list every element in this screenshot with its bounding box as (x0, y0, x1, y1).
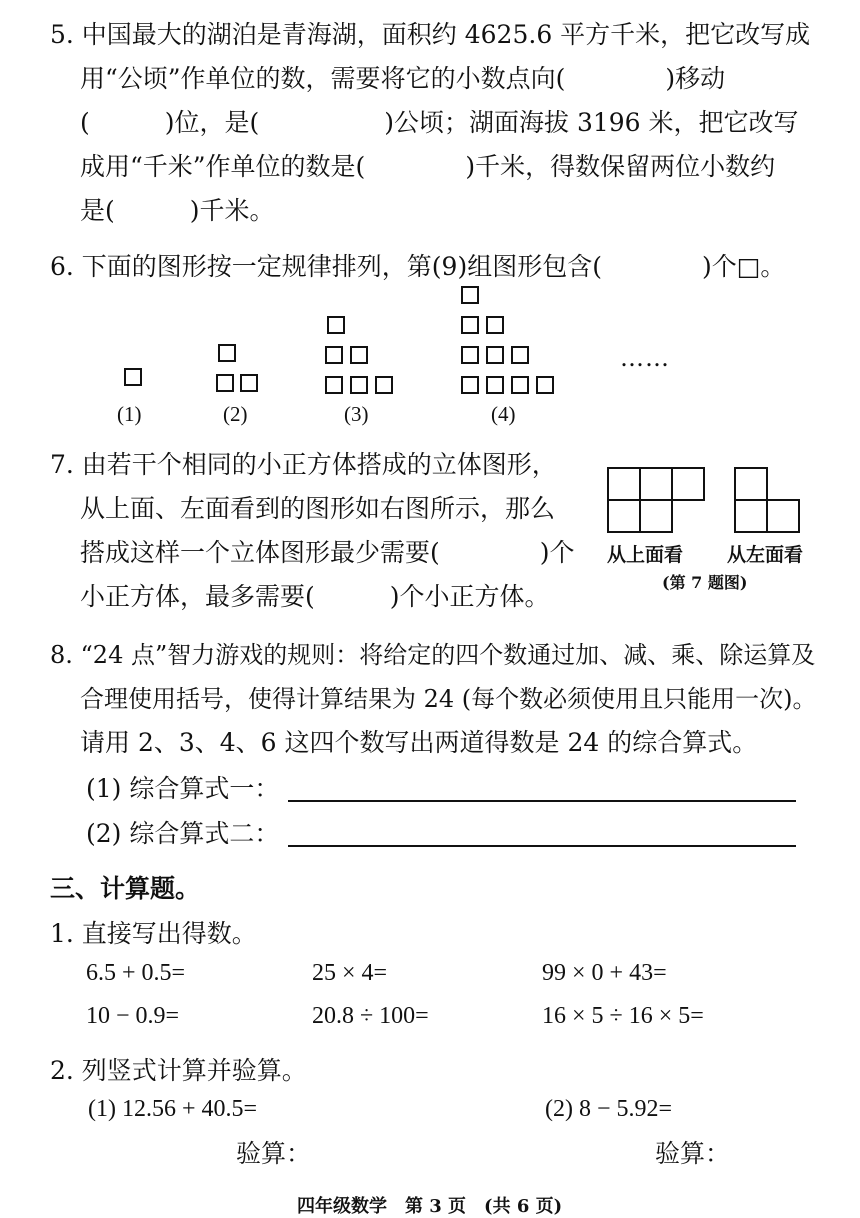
q6-line-1: 6. 下面的图形按一定规律排列，第(9)组图形包含( )个□。 (50, 252, 786, 281)
calc-item-5: 20.8 ÷ 100= (312, 1003, 429, 1029)
check-label-2: 验算： (655, 1139, 731, 1168)
page-footer: 四年级数学 第 3 页 (共 6 页) (297, 1196, 563, 1217)
square-shape (216, 374, 234, 392)
square-shape (486, 316, 504, 334)
square-shape (124, 368, 142, 386)
answer-line-2[interactable] (288, 845, 796, 847)
s3-q1-title: 1. 直接写出得数。 (50, 919, 257, 948)
q5-line-3: ( )位，是( )公顷；湖面海拔 3196 米，把它改写 (80, 108, 799, 137)
square-shape (486, 346, 504, 364)
figure-caption: (第 7 题图) (662, 573, 748, 592)
group-label-3: (3) (344, 402, 369, 426)
left-view-label: 从左面看 (727, 544, 804, 566)
square-shape (461, 316, 479, 334)
q7-line-1: 7. 由若干个相同的小正方体搭成的立体图形， (50, 450, 557, 479)
square-shape (240, 374, 258, 392)
section-3-title: 三、计算题。 (50, 874, 201, 903)
q8-line-1: 8. “24 点”智力游戏的规则：将给定的四个数通过加、减、乘、除运算及 (50, 641, 816, 669)
q8-sub-2: (2) 综合算式二： (86, 819, 280, 848)
pattern-ellipsis: …… (620, 344, 670, 372)
calc-item-3: 99 × 0 + 43= (542, 960, 667, 986)
square-shape (461, 346, 479, 364)
calc-item-2: 25 × 4= (312, 960, 388, 986)
q5-line-1: 5. 中国最大的湖泊是青海湖，面积约 4625.6 平方千米，把它改写成 (50, 20, 811, 49)
q7-line-3: 搭成这样一个立体图形最少需要( )个 (80, 538, 575, 567)
q5-line-4: 成用“千米”作单位的数是( )千米，得数保留两位小数约 (80, 152, 776, 181)
q8-line-3: 请用 2、3、4、6 这四个数写出两道得数是 24 的综合算式。 (80, 728, 758, 757)
square-shape (375, 376, 393, 394)
group-label-2: (2) (223, 402, 248, 426)
square-shape (325, 346, 343, 364)
square-shape (350, 346, 368, 364)
calc-item-4: 10 − 0.9= (86, 1003, 180, 1029)
square-shape (486, 376, 504, 394)
q7-line-4: 小正方体，最多需要( )个小正方体。 (80, 582, 550, 611)
q7-line-2: 从上面、左面看到的图形如右图所示，那么 (80, 494, 556, 523)
group-label-4: (4) (491, 402, 516, 426)
square-shape (325, 376, 343, 394)
q8-sub-1: (1) 综合算式一： (86, 774, 280, 803)
square-shape (327, 316, 345, 334)
square-shape (218, 344, 236, 362)
group-label-1: (1) (117, 402, 142, 426)
square-shape (511, 346, 529, 364)
left-view-figure (734, 467, 804, 537)
top-view-figure (607, 467, 707, 537)
q5-line-5: 是( )千米。 (80, 196, 275, 225)
s3-q2-title: 2. 列竖式计算并验算。 (50, 1056, 307, 1085)
square-shape (461, 376, 479, 394)
vertical-calc-2: (2) 8 − 5.92= (545, 1096, 673, 1122)
calc-item-6: 16 × 5 ÷ 16 × 5= (542, 1003, 704, 1029)
square-shape (536, 376, 554, 394)
answer-line-1[interactable] (288, 800, 796, 802)
q8-line-2: 合理使用括号，使得计算结果为 24 (每个数必须使用且只能用一次)。 (80, 685, 817, 713)
calc-item-1: 6.5 + 0.5= (86, 960, 186, 986)
top-view-label: 从上面看 (607, 544, 684, 566)
square-shape (511, 376, 529, 394)
square-shape (461, 286, 479, 304)
q5-line-2: 用“公顷”作单位的数，需要将它的小数点向( )移动 (80, 64, 726, 93)
vertical-calc-1: (1) 12.56 + 40.5= (88, 1096, 258, 1122)
check-label-1: 验算： (236, 1139, 312, 1168)
square-shape (350, 376, 368, 394)
